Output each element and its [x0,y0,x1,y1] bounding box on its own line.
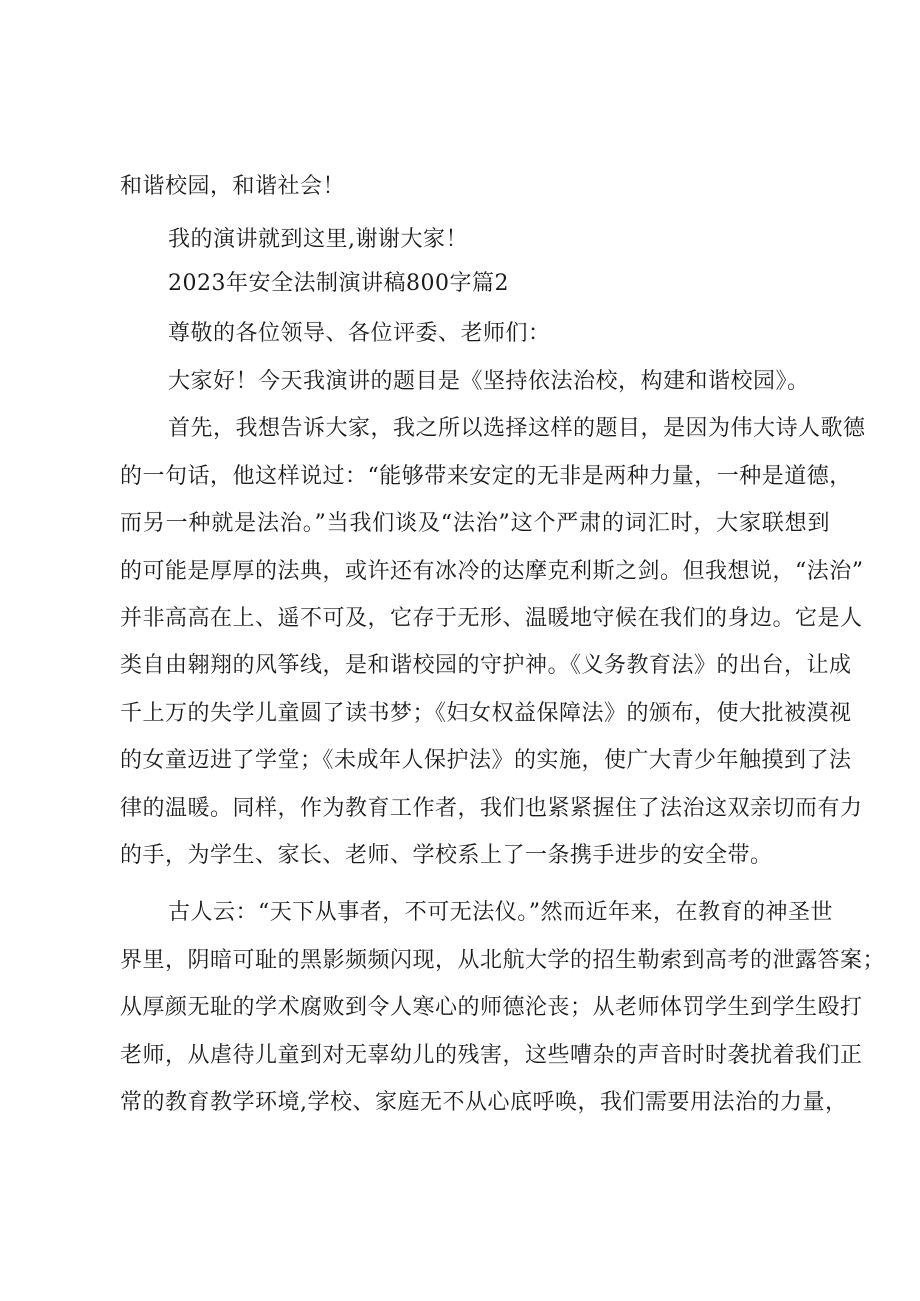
paragraph-line: 的一句话，他这样说过：“能够带来安定的无非是两种力量，一种是道德， [120,464,852,489]
paragraph-line: 界里，阴暗可耻的黑影频频闪现，从北航大学的招生勒索到高考的泄露答案； [120,948,886,973]
paragraph-line: 尊敬的各位领导、各位评委、老师们： [168,321,551,346]
paragraph-line: 的可能是厚厚的法典，或许还有冰冷的达摩克利斯之剑。但我想说，“法治” [120,559,864,584]
paragraph-line: 老师，从虐待儿童到对无辜幼儿的残害，这些嘈杂的声音时时袭扰着我们正 [120,1043,863,1068]
paragraph-line: 大家好！今天我演讲的题目是《坚持依法治校，构建和谐校园》。 [168,369,810,394]
paragraph-line: 的女童迈进了学堂；《未成年人保护法》的实施，使广大青少年触摸到了法 [120,748,852,773]
paragraph-line: 从厚颜无耻的学术腐败到令人寒心的师德沦丧；从老师体罚学生到学生殴打 [120,995,863,1020]
paragraph-line: 和谐校园，和谐社会！ [120,174,346,199]
paragraph-line: 古人云：“天下从事者，不可无法仪。”然而近年来，在教育的神圣世 [168,900,833,925]
paragraph-line: 千上万的失学儿童圆了读书梦；《妇女权益保障法》的颁布，使大批被漠视 [120,701,852,726]
paragraph-line: 律的温暖。同样，作为教育工作者，我们也紧紧握住了法治这双亲切而有力 [120,796,863,821]
paragraph-line: 首先，我想告诉大家，我之所以选择这样的题目，是因为伟大诗人歌德 [168,416,866,441]
paragraph-line: 并非高高在上、遥不可及，它存于无形、温暖地守候在我们的身边。它是人 [120,606,863,631]
paragraph-line: 的手，为学生、家长、老师、学校系上了一条携手进步的安全带。 [120,843,773,868]
paragraph-line: 我的演讲就到这里,谢谢大家！ [168,227,468,252]
section-heading: 2023年安全法制演讲稿800字篇2 [168,271,509,296]
paragraph-line: 而另一种就是法治。”当我们谈及“法治”这个严肃的词汇时，大家联想到 [120,511,830,536]
paragraph-line: 常的教育教学环境,学校、家庭无不从心底呼唤，我们需要用法治的力量， [120,1090,848,1115]
paragraph-line: 类自由翱翔的风筝线，是和谐校园的守护神。《义务教育法》的出台，让成 [120,653,852,678]
